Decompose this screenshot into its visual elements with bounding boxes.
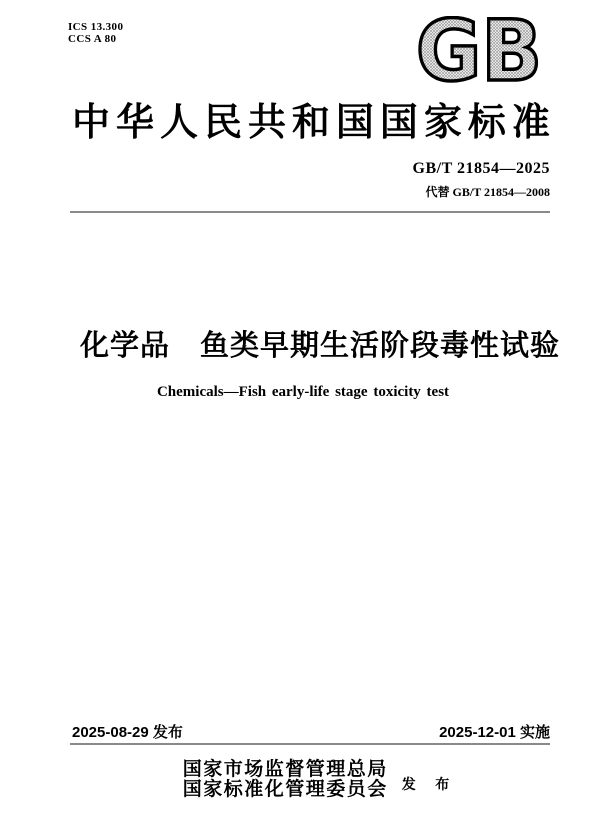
publish-label: 发 布 [401, 778, 458, 793]
gb-logo-icon [413, 16, 545, 84]
gb-logo-text: GB [416, 16, 542, 84]
classification-codes [68, 21, 123, 45]
issue-date: 2025-08-29 发布 [72, 724, 183, 741]
footer-rule [70, 743, 550, 745]
ccs-code: CCS A 80 [68, 33, 117, 45]
document-title-en: Chemicals—Fish early-life stage toxicity test [156, 384, 450, 400]
publisher-names [183, 760, 388, 800]
replaces-note: 代替 GB/T 21854—2008 [425, 185, 550, 199]
publisher-line2: 国家标准化管理委员会 [182, 779, 388, 800]
standard-number-block [413, 160, 550, 200]
implement-date: 2025-12-01 实施 [439, 724, 550, 741]
publisher-line1: 国家市场监督管理总局 [182, 759, 388, 780]
standard-number: GB/T 21854—2025 [412, 160, 550, 177]
document-title-cn: 化学品 鱼类早期生活阶段毒性试验 [79, 330, 560, 362]
standard-series-title: 中 华 人 民 共 和 国 国 家 标 准 [72, 102, 550, 144]
ics-code: ICS 13.300 [68, 21, 124, 33]
date-row [72, 721, 550, 742]
publisher-block [0, 760, 606, 800]
header-rule [70, 211, 550, 213]
